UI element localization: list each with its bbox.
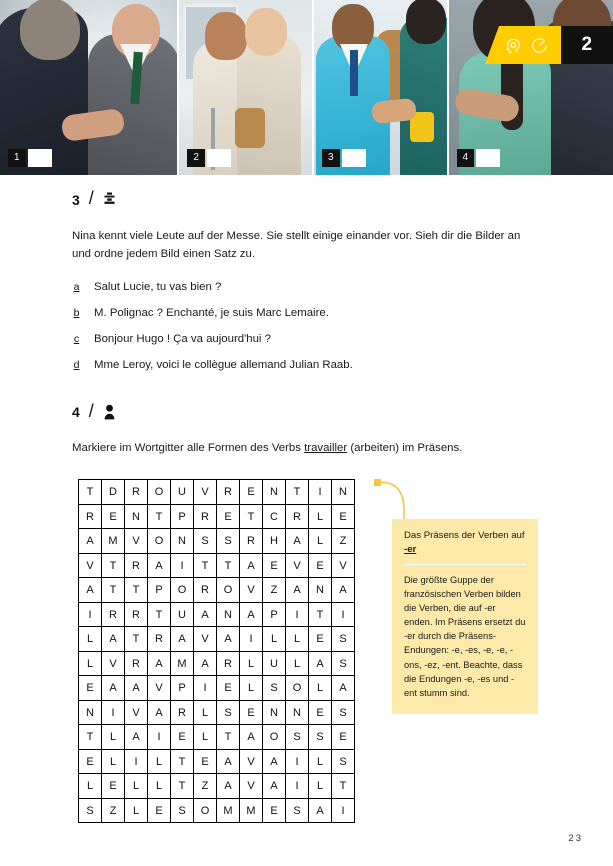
grid-cell[interactable]: A: [194, 651, 217, 676]
grid-cell[interactable]: T: [148, 504, 171, 529]
photo-number-label: 4: [457, 149, 475, 167]
grid-cell[interactable]: T: [240, 504, 263, 529]
grid-cell[interactable]: A: [148, 700, 171, 725]
grid-cell[interactable]: R: [125, 651, 148, 676]
grid-cell[interactable]: E: [332, 504, 355, 529]
grid-cell[interactable]: N: [286, 700, 309, 725]
grid-cell[interactable]: A: [217, 749, 240, 774]
grid-cell[interactable]: E: [79, 676, 102, 701]
photo-2-number-box: [187, 149, 231, 167]
grid-cell[interactable]: I: [286, 774, 309, 799]
grid-cell[interactable]: O: [148, 480, 171, 505]
item-letter: c: [73, 332, 80, 345]
grid-cell[interactable]: I: [171, 553, 194, 578]
grid-cell[interactable]: D: [102, 480, 125, 505]
grid-cell[interactable]: L: [125, 774, 148, 799]
photo-number-label: 3: [322, 149, 340, 167]
grid-cell[interactable]: S: [263, 676, 286, 701]
grid-cell[interactable]: E: [194, 749, 217, 774]
chapter-badge-icons: [485, 26, 561, 64]
grid-cell[interactable]: T: [217, 725, 240, 750]
grid-cell[interactable]: I: [286, 749, 309, 774]
grid-cell[interactable]: S: [194, 529, 217, 554]
grid-cell[interactable]: A: [240, 602, 263, 627]
grid-cell[interactable]: S: [332, 700, 355, 725]
grid-cell[interactable]: V: [125, 700, 148, 725]
grid-cell[interactable]: I: [332, 602, 355, 627]
grid-cell[interactable]: A: [102, 627, 125, 652]
grid-cell[interactable]: C: [263, 504, 286, 529]
grid-row: [79, 627, 355, 652]
grid-cell[interactable]: I: [309, 480, 332, 505]
list-item[interactable]: [72, 306, 613, 322]
grid-cell[interactable]: E: [263, 798, 286, 823]
grid-cell[interactable]: V: [148, 676, 171, 701]
grid-cell[interactable]: L: [102, 749, 125, 774]
photo-2-answer-box[interactable]: [207, 149, 231, 167]
grid-cell[interactable]: E: [148, 798, 171, 823]
grid-row: [79, 578, 355, 603]
exercise-4-header: [0, 402, 613, 423]
grid-cell[interactable]: P: [171, 676, 194, 701]
grid-cell[interactable]: R: [194, 578, 217, 603]
grid-cell[interactable]: N: [332, 480, 355, 505]
grid-row: [79, 700, 355, 725]
chapter-number: 2: [561, 26, 613, 64]
shoulder-bag: [235, 108, 265, 148]
grid-cell[interactable]: E: [171, 725, 194, 750]
photo-number-label: 2: [187, 149, 205, 167]
grid-cell[interactable]: H: [263, 529, 286, 554]
grid-cell[interactable]: A: [125, 725, 148, 750]
grid-cell[interactable]: S: [79, 798, 102, 823]
grid-row: [79, 602, 355, 627]
grid-cell[interactable]: I: [332, 798, 355, 823]
grid-cell[interactable]: E: [309, 627, 332, 652]
grid-cell[interactable]: A: [79, 529, 102, 554]
grid-cell[interactable]: V: [79, 553, 102, 578]
grid-cell[interactable]: S: [332, 627, 355, 652]
page-content: [0, 175, 613, 823]
info-box-body: Die größte Guppe der französischen Verben bilden die Verben, die auf -er enden. Im Präsens ersetzt du -er durch die Präsens-Endungen: -e, -es, -e, -e, -ons, -ez, -ent. Beachte, dass die Endungen -e, -es und -ent stumm sind.: [404, 574, 526, 698]
grid-cell[interactable]: T: [286, 480, 309, 505]
grid-cell[interactable]: P: [171, 504, 194, 529]
grid-cell[interactable]: O: [263, 725, 286, 750]
item-letter: b: [73, 306, 80, 319]
grid-cell[interactable]: V: [102, 651, 125, 676]
writing-pictogram-icon: [103, 404, 116, 420]
brain-head-icon: [503, 36, 522, 55]
grid-cell[interactable]: S: [332, 651, 355, 676]
grid-cell[interactable]: P: [263, 602, 286, 627]
grid-cell[interactable]: R: [217, 651, 240, 676]
exercise-separator: /: [88, 188, 94, 208]
grid-cell[interactable]: S: [286, 725, 309, 750]
grid-cell[interactable]: A: [148, 553, 171, 578]
grid-cell[interactable]: R: [148, 627, 171, 652]
grid-cell[interactable]: E: [217, 676, 240, 701]
grammar-info-box: [392, 519, 538, 714]
grid-cell[interactable]: L: [194, 700, 217, 725]
info-title-highlight: -er: [404, 543, 417, 555]
blue-tie: [350, 50, 358, 96]
grid-cell[interactable]: I: [194, 676, 217, 701]
grid-cell[interactable]: V: [240, 774, 263, 799]
exercise-3-instruction: Nina kennt viele Leute auf der Messe. Sie stellt einige einander vor. Sieh dir die Bilder an und ordne jedem Bild einen Satz zu.: [72, 230, 521, 261]
grid-cell[interactable]: A: [332, 578, 355, 603]
exercise-4-number: 4: [72, 404, 80, 421]
grid-cell[interactable]: A: [332, 676, 355, 701]
grid-cell[interactable]: V: [125, 529, 148, 554]
grid-cell[interactable]: R: [125, 602, 148, 627]
grid-cell[interactable]: L: [309, 529, 332, 554]
grid-cell[interactable]: A: [263, 774, 286, 799]
grid-cell[interactable]: I: [286, 602, 309, 627]
grid-cell[interactable]: N: [171, 529, 194, 554]
grid-cell[interactable]: I: [240, 627, 263, 652]
grid-cell[interactable]: E: [240, 480, 263, 505]
grid-cell[interactable]: A: [217, 774, 240, 799]
grid-cell[interactable]: E: [240, 700, 263, 725]
grid-cell[interactable]: A: [286, 529, 309, 554]
grid-cell[interactable]: V: [194, 627, 217, 652]
item-text: Salut Lucie, tu vas bien ?: [94, 280, 222, 293]
grid-cell[interactable]: T: [332, 774, 355, 799]
grid-cell[interactable]: V: [332, 553, 355, 578]
grid-cell[interactable]: A: [79, 578, 102, 603]
grid-cell[interactable]: O: [171, 578, 194, 603]
grid-cell[interactable]: Z: [263, 578, 286, 603]
grid-cell[interactable]: E: [102, 774, 125, 799]
grid-cell[interactable]: O: [194, 798, 217, 823]
instruction-verb-underlined: travailler: [304, 441, 348, 454]
grid-cell[interactable]: E: [263, 553, 286, 578]
grid-cell[interactable]: A: [240, 553, 263, 578]
grid-cell[interactable]: E: [309, 553, 332, 578]
photo-3-answer-box[interactable]: [342, 149, 366, 167]
grid-cell[interactable]: A: [263, 749, 286, 774]
grid-cell[interactable]: T: [148, 602, 171, 627]
grid-cell[interactable]: R: [125, 480, 148, 505]
photo-4-number-box: [457, 149, 501, 167]
instruction-part-2: (arbeiten) im Präsens.: [347, 441, 463, 454]
grid-row: [79, 480, 355, 505]
grid-cell[interactable]: L: [263, 627, 286, 652]
grid-cell[interactable]: L: [79, 651, 102, 676]
grid-cell[interactable]: Z: [102, 798, 125, 823]
grid-cell[interactable]: Z: [332, 529, 355, 554]
grid-cell[interactable]: E: [217, 504, 240, 529]
grid-cell[interactable]: L: [309, 504, 332, 529]
grid-cell[interactable]: L: [79, 627, 102, 652]
head-woman-teal: [406, 0, 446, 44]
photo-1-number-box: [8, 149, 52, 167]
grid-cell[interactable]: T: [171, 749, 194, 774]
grid-cell[interactable]: L: [125, 798, 148, 823]
grid-row: [79, 798, 355, 823]
grid-cell[interactable]: R: [171, 700, 194, 725]
grid-cell[interactable]: S: [309, 725, 332, 750]
grid-row: [79, 529, 355, 554]
grid-cell[interactable]: U: [263, 651, 286, 676]
chapter-badge: [485, 26, 613, 64]
grid-cell[interactable]: S: [171, 798, 194, 823]
instruction-part-1: Markiere im Wortgitter alle Formen des Verbs: [72, 441, 305, 454]
grid-cell[interactable]: A: [125, 676, 148, 701]
word-search-grid[interactable]: [78, 479, 355, 823]
grid-cell[interactable]: M: [171, 651, 194, 676]
grid-cell[interactable]: N: [309, 578, 332, 603]
photo-2: [179, 0, 312, 175]
head-back-man: [20, 0, 80, 60]
exercise-3-header: [0, 189, 613, 210]
grid-cell[interactable]: S: [217, 700, 240, 725]
grid-cell[interactable]: E: [102, 504, 125, 529]
grid-cell[interactable]: N: [217, 602, 240, 627]
grid-cell[interactable]: O: [148, 529, 171, 554]
list-item[interactable]: [72, 358, 613, 374]
grid-cell[interactable]: L: [194, 725, 217, 750]
grid-row: [79, 725, 355, 750]
grid-cell[interactable]: T: [125, 627, 148, 652]
info-box-title: [404, 529, 526, 565]
grid-cell[interactable]: A: [148, 651, 171, 676]
photo-1-answer-box[interactable]: [28, 149, 52, 167]
grid-cell[interactable]: O: [217, 578, 240, 603]
grid-cell[interactable]: N: [263, 480, 286, 505]
grid-cell[interactable]: O: [286, 676, 309, 701]
grid-cell[interactable]: N: [79, 700, 102, 725]
listening-pictogram-icon: [103, 192, 116, 208]
grid-cell[interactable]: V: [240, 749, 263, 774]
grid-cell[interactable]: I: [102, 700, 125, 725]
grid-cell[interactable]: T: [125, 578, 148, 603]
grid-cell[interactable]: M: [102, 529, 125, 554]
grid-cell[interactable]: L: [309, 774, 332, 799]
grid-cell[interactable]: R: [125, 553, 148, 578]
grid-cell[interactable]: S: [286, 798, 309, 823]
page-number: 23: [568, 833, 583, 844]
grid-row: [79, 676, 355, 701]
grid-cell[interactable]: L: [79, 774, 102, 799]
grid-cell[interactable]: L: [240, 651, 263, 676]
grid-cell[interactable]: M: [240, 798, 263, 823]
stopwatch-icon: [530, 36, 549, 55]
grid-cell[interactable]: A: [217, 627, 240, 652]
grid-cell[interactable]: L: [240, 676, 263, 701]
grid-cell[interactable]: R: [240, 529, 263, 554]
grid-cell[interactable]: V: [286, 553, 309, 578]
grid-cell[interactable]: I: [125, 749, 148, 774]
grid-cell[interactable]: U: [171, 602, 194, 627]
head-woman-left: [205, 12, 247, 60]
list-item[interactable]: [72, 332, 613, 348]
grid-cell[interactable]: I: [79, 602, 102, 627]
grid-cell[interactable]: A: [194, 602, 217, 627]
grid-cell[interactable]: L: [286, 651, 309, 676]
grid-cell[interactable]: T: [171, 774, 194, 799]
grid-cell[interactable]: E: [332, 725, 355, 750]
grid-cell[interactable]: A: [171, 627, 194, 652]
item-text: Bonjour Hugo ! Ça va aujourd'hui ?: [94, 332, 271, 345]
grid-cell[interactable]: A: [309, 651, 332, 676]
grid-cell[interactable]: R: [79, 504, 102, 529]
grid-cell[interactable]: T: [79, 725, 102, 750]
grid-cell[interactable]: T: [309, 602, 332, 627]
info-title-text: Das Präsens der Verben auf: [404, 530, 525, 541]
grid-cell[interactable]: N: [263, 700, 286, 725]
grid-cell[interactable]: E: [79, 749, 102, 774]
grid-cell[interactable]: A: [286, 578, 309, 603]
grid-cell[interactable]: N: [125, 504, 148, 529]
grid-cell[interactable]: T: [194, 553, 217, 578]
grid-cell[interactable]: A: [102, 676, 125, 701]
grid-cell[interactable]: L: [102, 725, 125, 750]
grid-cell[interactable]: E: [309, 700, 332, 725]
grid-cell[interactable]: L: [148, 749, 171, 774]
grid-cell[interactable]: V: [194, 480, 217, 505]
photo-1: [0, 0, 177, 175]
item-text: M. Polignac ? Enchanté, je suis Marc Lemaire.: [94, 306, 329, 319]
grid-cell[interactable]: T: [79, 480, 102, 505]
grid-cell[interactable]: R: [102, 602, 125, 627]
grid-cell[interactable]: A: [309, 798, 332, 823]
exercise-3-sentence-list: [0, 280, 613, 374]
head-woman-right: [245, 8, 287, 56]
photo-number-label: 1: [8, 149, 26, 167]
grid-cell[interactable]: M: [217, 798, 240, 823]
exercise-separator: /: [88, 400, 94, 421]
grid-cell[interactable]: L: [286, 627, 309, 652]
grid-cell[interactable]: S: [217, 529, 240, 554]
item-text: Mme Leroy, voici le collègue allemand Julian Raab.: [94, 358, 353, 371]
grid-row: [79, 651, 355, 676]
grid-cell[interactable]: L: [309, 749, 332, 774]
grid-row: [79, 504, 355, 529]
grid-row: [79, 553, 355, 578]
photo-3: [314, 0, 447, 175]
exercise-4-instruction: [0, 439, 613, 457]
grid-cell[interactable]: R: [217, 480, 240, 505]
photo-3-number-box: [322, 149, 366, 167]
grid-cell[interactable]: R: [194, 504, 217, 529]
grid-cell[interactable]: P: [148, 578, 171, 603]
grid-cell[interactable]: I: [148, 725, 171, 750]
item-letter: d: [73, 358, 80, 371]
grid-cell[interactable]: A: [240, 725, 263, 750]
photo-4-answer-box[interactable]: [476, 149, 500, 167]
list-item[interactable]: [72, 280, 613, 296]
grid-cell[interactable]: T: [102, 578, 125, 603]
grid-cell[interactable]: S: [332, 749, 355, 774]
grid-cell[interactable]: L: [309, 676, 332, 701]
grid-cell[interactable]: Z: [194, 774, 217, 799]
exercise-3-number: 3: [72, 191, 80, 208]
grid-cell[interactable]: T: [217, 553, 240, 578]
grid-cell[interactable]: T: [102, 553, 125, 578]
grid-row: [79, 774, 355, 799]
item-letter: a: [73, 280, 80, 293]
grid-cell[interactable]: V: [240, 578, 263, 603]
grid-cell[interactable]: U: [171, 480, 194, 505]
grid-cell[interactable]: L: [148, 774, 171, 799]
grid-cell[interactable]: R: [286, 504, 309, 529]
grid-row: [79, 749, 355, 774]
